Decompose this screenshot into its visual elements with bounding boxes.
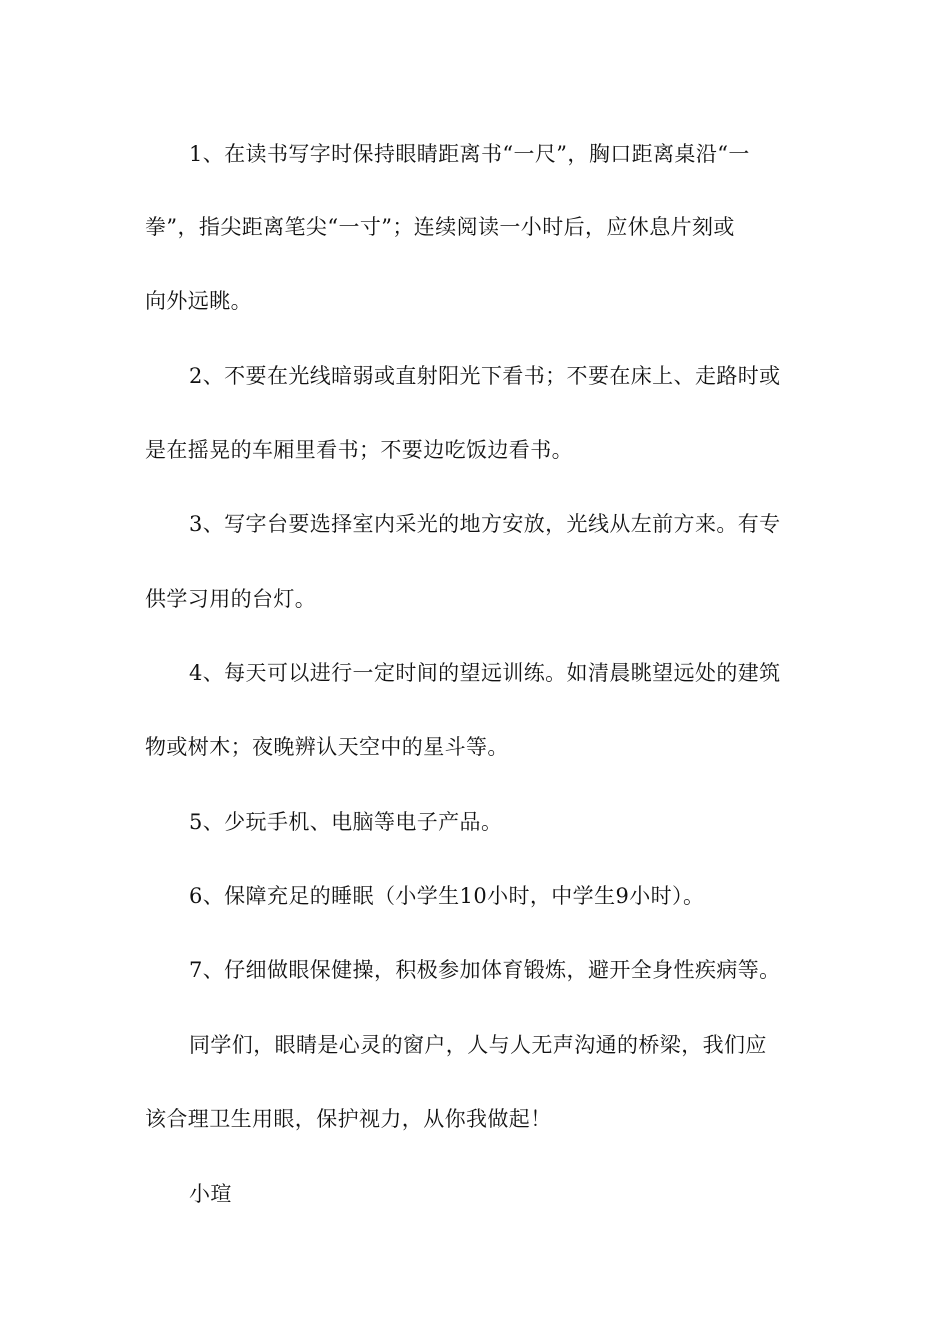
signature: 小瑄 (189, 1182, 232, 1206)
paragraph-1-line-3: 向外远眺。 (145, 289, 252, 313)
paragraph-2-line-1: 2、不要在光线暗弱或直射阳光下看书；不要在床上、走路时或 (189, 364, 781, 388)
paragraph-3-line-1: 3、写字台要选择室内采光的地方安放，光线从左前方来。有专 (189, 512, 781, 536)
paragraph-8-line-2: 该合理卫生用眼，保护视力，从你我做起！ (145, 1107, 552, 1131)
paragraph-8-line-1: 同学们，眼睛是心灵的窗户，人与人无声沟通的桥梁，我们应 (189, 1033, 767, 1057)
paragraph-3-line-2: 供学习用的台灯。 (145, 587, 317, 611)
paragraph-2-line-2: 是在摇晃的车厢里看书；不要边吃饭边看书。 (145, 438, 573, 462)
paragraph-7-line-1: 7、仔细做眼保健操，积极参加体育锻炼，避开全身性疾病等。 (189, 958, 781, 982)
paragraph-1-line-1: 1、在读书写字时保持眼睛距离书“一尺”，胸口距离桌沿“一 (189, 142, 750, 166)
paragraph-5-line-1: 5、少玩手机、电脑等电子产品。 (189, 810, 503, 834)
paragraph-4-line-2: 物或树木；夜晚辨认天空中的星斗等。 (145, 735, 509, 759)
paragraph-6-line-1: 6、保障充足的睡眠（小学生10小时，中学生9小时）。 (189, 884, 705, 908)
paragraph-1-line-2: 拳”，指尖距离笔尖“一寸”；连续阅读一小时后，应休息片刻或 (145, 215, 735, 239)
paragraph-4-line-1: 4、每天可以进行一定时间的望远训练。如清晨眺望远处的建筑 (189, 661, 781, 685)
